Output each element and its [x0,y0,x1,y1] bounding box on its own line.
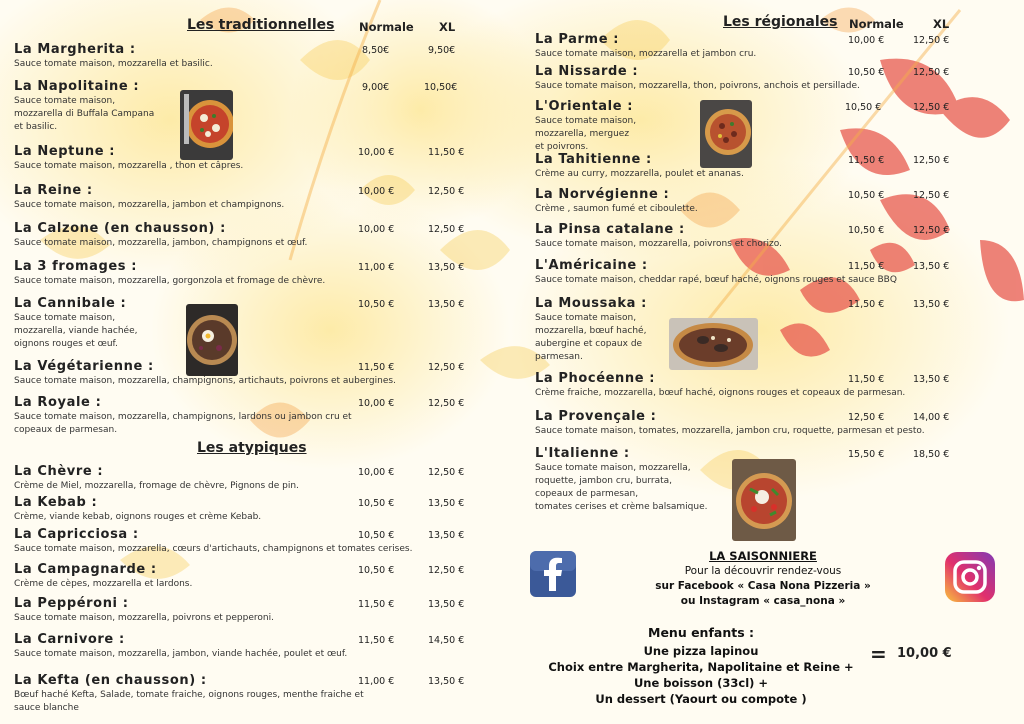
price-normal: 10,50 € [845,102,882,113]
price-xl: 18,50 € [913,449,950,460]
item-desc: Sauce tomate maison, mozzarella, jambon, viande hachée, poulet et œuf. [14,649,348,659]
price-xl: 12,50 € [428,362,465,373]
item-name: La Reine : [14,183,93,198]
item-name: L'Orientale : [535,99,634,114]
price-normal: 10,50 € [848,225,885,236]
menu-item [535,64,860,93]
price-normal: 10,50 € [848,67,885,78]
price-normal: 11,50 € [848,155,885,166]
price-normal: 11,00 € [358,676,395,687]
kids-menu-price: 10,00 € [897,646,952,661]
item-name: La Margherita : [14,42,136,57]
price-normal: 15,50 € [848,449,885,460]
item-desc: Sauce tomate maison, mozzarella, cœurs d'artichauts, champignons et tomates cerises. [14,544,413,554]
menu-item [535,222,782,251]
item-name: La Norvégienne : [535,187,670,202]
menu-item [14,562,192,591]
price-xl: 13,50 € [913,374,950,385]
kids-menu-line2: Choix entre Margherita, Napolitaine et Reine + [548,660,854,674]
saisonniere-line1: Pour la découvrir rendez-vous [684,565,842,577]
price-normal: 10,00 € [848,35,885,46]
item-name: La Tahitienne : [535,152,652,167]
menu-item [535,99,636,154]
column-header-xl: XL [439,20,456,34]
price-xl: 12,50 € [913,225,950,236]
item-desc: Crème de Miel, mozzarella, fromage de chèvre, Pignons de pin. [14,481,299,491]
price-normal: 8,50€ [362,45,390,56]
price-xl: 13,50 € [428,262,465,273]
price-normal: 10,00 € [358,398,395,409]
section-title-traditionnelles: Les traditionnelles [187,17,335,33]
section-title-atypiques: Les atypiques [197,440,307,456]
price-xl: 13,50 € [428,676,465,687]
napolitaine-pizza-photo [180,90,233,160]
price-xl: 12,50 € [913,67,950,78]
saisonniere-block [640,549,886,609]
menu-item [14,79,154,134]
item-desc: Sauce tomate maison, cheddar rapé, bœuf haché, oignons rouges et sauce BBQ [535,275,897,285]
item-name: L'Américaine : [535,258,648,273]
menu-item [14,259,325,288]
item-desc: Sauce tomate maison, mozzarella, champignons, artichauts, poivrons et aubergines. [14,376,396,386]
column-header-normale: Normale [359,20,414,34]
item-name: La Phocéenne : [535,371,656,386]
price-normal: 11,00 € [358,262,395,273]
column-header-xl: XL [933,17,950,31]
facebook-icon[interactable] [530,551,576,597]
instagram-icon[interactable] [945,552,995,602]
item-desc: Bœuf haché Kefta, Salade, tomate fraiche, oignons rouges, menthe fraiche et sauce blanche [14,690,364,713]
kids-menu-title: Menu enfants : [648,625,754,640]
item-name: La Royale : [14,395,102,410]
menu-item [14,527,412,556]
section-title-regionales: Les régionales [723,14,838,30]
item-name: La Moussaka : [535,296,647,311]
price-xl: 13,50 € [913,261,950,272]
item-desc: Sauce tomate maison, mozzarella, merguez et poivrons. [535,116,637,152]
saisonniere-line2: sur Facebook « Casa Nona Pizzeria » [655,580,871,592]
price-normal: 11,50 € [848,261,885,272]
item-desc: Crème fraiche, mozzarella, bœuf haché, oignons rouges et copeaux de parmesan. [535,388,906,398]
menu-item [535,258,897,287]
kids-menu-line3: Une boisson (33cl) + [633,676,769,690]
item-desc: Sauce tomate maison, mozzarella, thon, poivrons, anchois et persillade. [535,81,860,91]
menu-item [535,32,756,61]
price-xl: 13,50 € [428,299,465,310]
item-name: La Carnivore : [14,632,125,647]
item-name: La Neptune : [14,144,116,159]
price-xl: 12,50 € [913,155,950,166]
column-header-normale: Normale [849,17,904,31]
item-name: La Campagnarde : [14,562,157,577]
saisonniere-line3: ou Instagram « casa_nona » [680,595,846,607]
price-xl: 12,50 € [428,467,465,478]
price-xl: 12,50 € [428,398,465,409]
menu-item [535,296,647,364]
price-normal: 10,00 € [358,224,395,235]
price-normal: 11,50 € [358,635,395,646]
item-desc: Crème , saumon fumé et ciboulette. [535,204,698,214]
price-normal: 10,50 € [358,530,395,541]
item-desc: Sauce tomate maison, mozzarella, champignons, lardons ou jambon cru et copeaux de parmesan. [14,412,352,435]
item-name: La Parme : [535,32,620,47]
item-name: La Végétarienne : [14,359,154,374]
price-normal: 10,50 € [358,498,395,509]
item-desc: Sauce tomate maison, mozzarella, poivrons et chorizo. [535,239,782,249]
saisonniere-title: LA SAISONNIERE [709,549,817,563]
menu-item [14,296,137,351]
item-desc: Sauce tomate maison, mozzarella, poivrons et pepperoni. [14,613,274,623]
item-desc: Sauce tomate maison, mozzarella, bœuf haché, aubergine et copaux de parmesan. [535,313,647,362]
menu-item [14,183,284,212]
price-normal: 10,50 € [358,299,395,310]
item-desc: Sauce tomate maison, mozzarella, jambon, champignons et œuf. [14,238,308,248]
item-desc: Sauce tomate maison, mozzarella, roquette, jambon cru, burrata, copeaux de parmesan, tomates cerises et crème balsamique. [535,463,708,512]
item-desc: Sauce tomate maison, mozzarella , thon et câpres. [14,161,244,171]
menu-item [14,673,364,715]
equals-sign: = [870,642,887,666]
menu-item [14,495,261,524]
price-normal: 12,50 € [848,412,885,423]
price-normal: 11,50 € [848,374,885,385]
item-name: La Peppéroni : [14,596,129,611]
price-normal: 10,50 € [848,190,885,201]
menu-item [14,464,299,493]
price-xl: 13,50 € [913,299,950,310]
item-name: La Capricciosa : [14,527,139,542]
item-name: La Pinsa catalane : [535,222,685,237]
item-name: La Chèvre : [14,464,104,479]
price-xl: 14,00 € [913,412,950,423]
item-desc: Sauce tomate maison, tomates, mozzarella, jambon cru, roquette, parmesan et pesto. [535,426,925,436]
item-name: La Nissarde : [535,64,639,79]
price-xl: 12,50 € [428,565,465,576]
menu-item [535,446,708,514]
item-name: L'Italienne : [535,446,630,461]
price-xl: 9,50€ [428,45,456,56]
menu-item [14,596,274,625]
item-name: La Calzone (en chausson) : [14,221,226,236]
kids-menu-line4: Un dessert (Yaourt ou compote ) [595,692,807,706]
cannibale-pizza-photo [186,304,238,376]
menu-item [14,395,352,437]
item-desc: Sauce tomate maison, mozzarella et basilic. [14,59,213,69]
menu-item [14,42,213,71]
price-xl: 12,50 € [913,102,950,113]
price-xl: 12,50 € [913,35,950,46]
item-name: La Cannibale : [14,296,127,311]
item-desc: Sauce tomate maison, mozzarella, gorgonzola et fromage de chèvre. [14,276,326,286]
price-normal: 10,00 € [358,186,395,197]
menu-item [14,632,347,661]
price-normal: 10,00 € [358,467,395,478]
item-desc: Sauce tomate maison, mozzarella di Buffala Campana et basilic. [14,96,155,132]
price-xl: 12,50 € [428,186,465,197]
item-desc: Sauce tomate maison, mozzarella, viande hachée, oignons rouges et œuf. [14,313,138,349]
menu-item [14,221,307,250]
item-desc: Crème au curry, mozzarella, poulet et ananas. [535,169,744,179]
price-normal: 10,00 € [358,147,395,158]
price-xl: 10,50€ [424,82,458,93]
kids-menu-line1: Une pizza lapinou [643,644,759,658]
item-desc: Crème de cèpes, mozzarella et lardons. [14,579,193,589]
item-name: La Provençale : [535,409,657,424]
item-desc: Sauce tomate maison, mozzarella et jambon cru. [535,49,757,59]
price-xl: 13,50 € [428,530,465,541]
orientale-pizza-photo [700,100,752,168]
price-xl: 14,50 € [428,635,465,646]
item-name: La Kefta (en chausson) : [14,673,207,688]
item-desc: Crème, viande kebab, oignons rouges et crème Kebab. [14,512,262,522]
item-name: La Napolitaine : [14,79,140,94]
item-desc: Sauce tomate maison, mozzarella, jambon et champignons. [14,200,285,210]
italienne-pizza-photo [732,459,796,541]
price-xl: 13,50 € [428,498,465,509]
item-name: La Kebab : [14,495,98,510]
price-normal: 11,50 € [848,299,885,310]
menu-item [535,187,698,216]
kids-menu [536,625,866,707]
moussaka-pizza-photo [669,318,758,370]
item-name: La 3 fromages : [14,259,138,274]
price-normal: 11,50 € [358,362,395,373]
price-normal: 10,50 € [358,565,395,576]
price-xl: 11,50 € [428,147,465,158]
price-normal: 9,00€ [362,82,390,93]
price-xl: 13,50 € [428,599,465,610]
price-xl: 12,50 € [913,190,950,201]
price-normal: 11,50 € [358,599,395,610]
price-xl: 12,50 € [428,224,465,235]
